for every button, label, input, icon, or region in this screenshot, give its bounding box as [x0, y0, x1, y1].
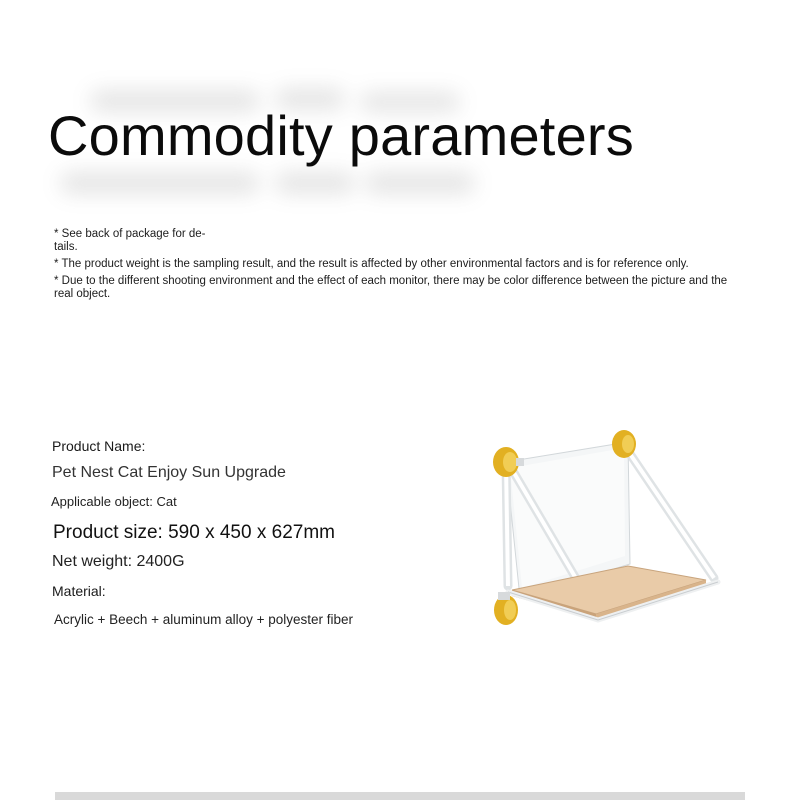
applicable-object: Applicable object: Cat — [51, 494, 177, 509]
disclaimer-notes — [54, 228, 734, 305]
material-label: Material: — [52, 583, 106, 599]
product-name-label: Product Name: — [52, 438, 146, 454]
cat-window-perch-image — [488, 428, 728, 628]
net-weight: Net weight: 2400G — [52, 553, 185, 570]
bottom-divider-bar — [55, 792, 745, 800]
product-size: Product size: 590 x 450 x 627mm — [53, 522, 335, 543]
suction-cup-icon — [494, 592, 518, 625]
material-value: Acrylic + Beech + aluminum alloy + polyester fiber — [54, 612, 354, 627]
suction-cup-icon — [612, 430, 636, 458]
note-color: * Due to the different shooting environment and the effect of each monitor, there may be color difference between the picture and the real object. — [54, 275, 728, 300]
page-title: Commodity parameters — [48, 104, 634, 167]
note-package: * See back of package for de- tails. — [54, 228, 206, 253]
note-weight: * The product weight is the sampling result, and the result is affected by other environmental factors and is for reference only. — [54, 258, 689, 270]
product-name-value: Pet Nest Cat Enjoy Sun Upgrade — [52, 464, 286, 481]
